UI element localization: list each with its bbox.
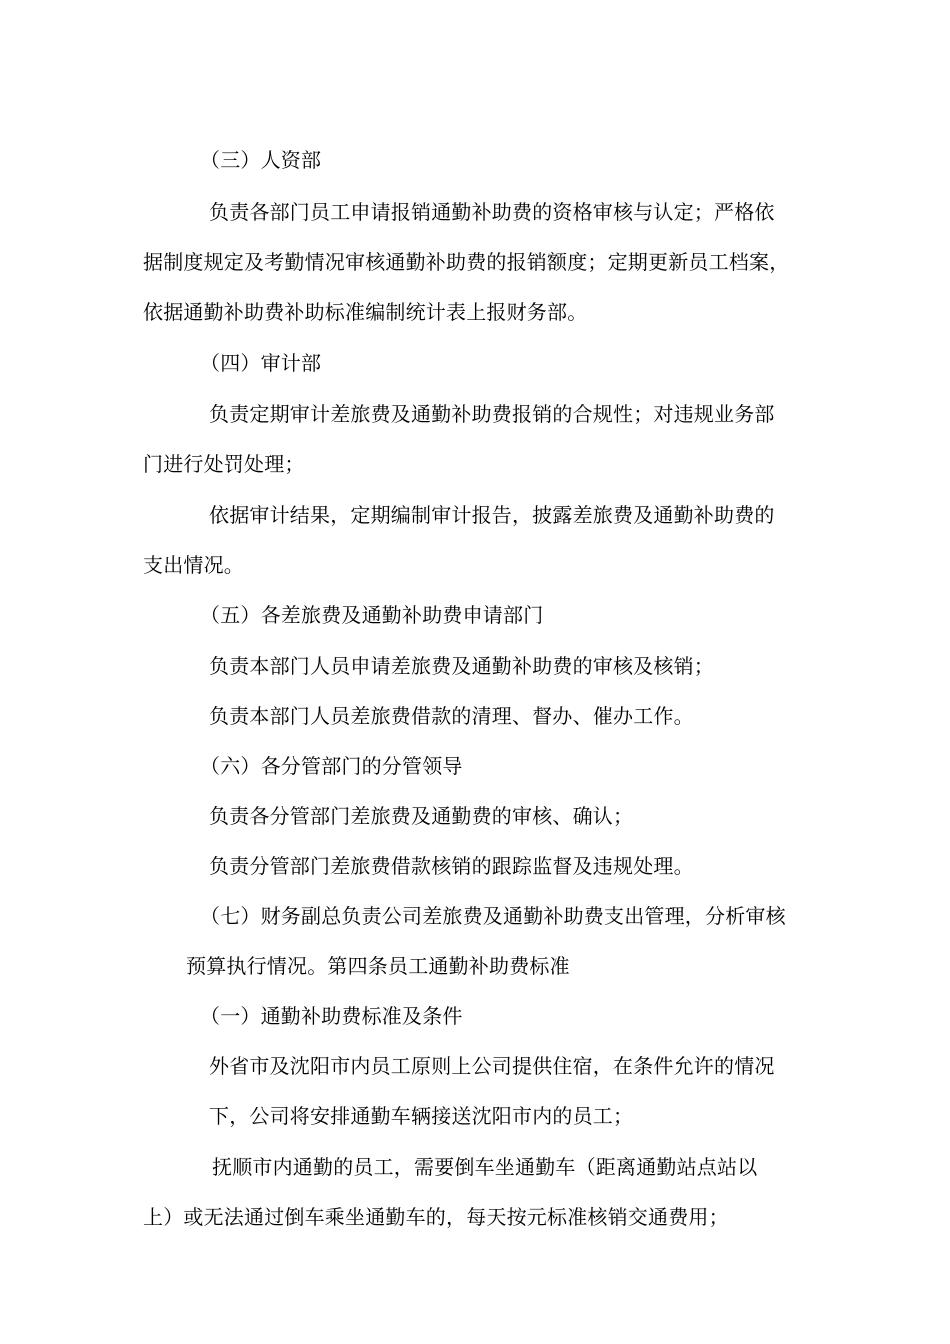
heading-applying-departments: （五）各差旅费及通勤补助费申请部门 [200, 603, 544, 627]
paragraph-line: 外省市及沈阳市内员工原则上公司提供住宿，在条件允许的情况 [209, 1054, 775, 1078]
heading-finance-vp: （七）财务副总负责公司差旅费及通勤补助费支出管理，分析审核 [200, 904, 786, 928]
paragraph-line: 支出情况。 [143, 553, 244, 577]
paragraph-line: 预算执行情况。第四条员工通勤补助费标准 [186, 954, 570, 978]
paragraph-line: 门进行处罚处理； [143, 452, 305, 476]
paragraph-line: 负责本部门人员申请差旅费及通勤补助费的审核及核销； [209, 654, 714, 678]
heading-division-leaders: （六）各分管部门的分管领导 [200, 754, 463, 778]
paragraph-line: 负责本部门人员差旅费借款的清理、督办、催办工作。 [209, 704, 694, 728]
paragraph-line: 负责分管部门差旅费借款核销的跟踪监督及违规处理。 [209, 854, 694, 878]
heading-hr-department: （三）人资部 [200, 148, 322, 172]
paragraph-line: 负责各分管部门差旅费及通勤费的审核、确认； [209, 804, 634, 828]
paragraph-line: 下，公司将安排通勤车辆接送沈阳市内的员工； [209, 1104, 634, 1128]
paragraph-line: 依据审计结果，定期编制审计报告，披露差旅费及通勤补助费的 [209, 503, 775, 527]
paragraph-line: 上）或无法通过倒车乘坐通勤车的，每天按元标准核销交通费用； [143, 1205, 729, 1229]
paragraph-line: 负责各部门员工申请报销通勤补助费的资格审核与认定；严格依 [209, 200, 775, 224]
heading-audit-department: （四）审计部 [200, 351, 322, 375]
heading-commute-subsidy-standard: （一）通勤补助费标准及条件 [200, 1004, 463, 1028]
paragraph-line: 负责定期审计差旅费及通勤补助费报销的合规性；对违规业务部 [209, 402, 775, 426]
paragraph-line: 依据通勤补助费补助标准编制统计表上报财务部。 [143, 300, 588, 324]
paragraph-line: 据制度规定及考勤情况审核通勤补助费的报销额度；定期更新员工档案， [143, 250, 790, 274]
paragraph-line: 抚顺市内通勤的员工，需要倒车坐通勤车（距离通勤站点站以 [212, 1155, 758, 1179]
